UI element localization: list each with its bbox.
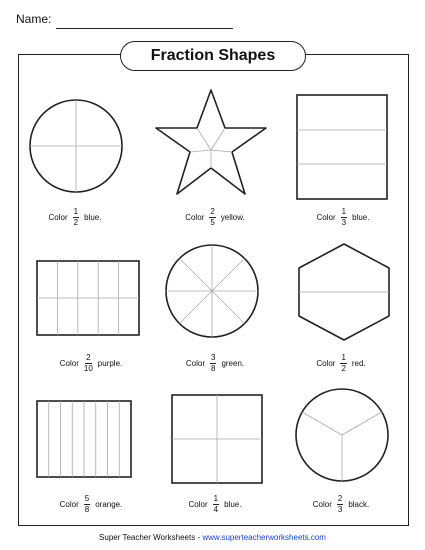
numerator: 2 bbox=[86, 352, 91, 362]
shape-rect-eighths bbox=[36, 400, 132, 478]
caption-4 bbox=[26, 350, 156, 376]
fraction bbox=[341, 208, 347, 227]
shape-hexagon-halves bbox=[296, 242, 392, 342]
denominator: 8 bbox=[210, 363, 216, 373]
numerator: 3 bbox=[210, 352, 216, 362]
caption-3 bbox=[278, 204, 408, 230]
caption-color: red. bbox=[351, 358, 366, 368]
numerator: 2 bbox=[210, 206, 215, 216]
numerator: 1 bbox=[341, 206, 347, 216]
caption-6 bbox=[276, 350, 406, 376]
numerator: 1 bbox=[213, 493, 219, 503]
fraction bbox=[209, 208, 215, 227]
shape-rect-tenths bbox=[36, 260, 140, 336]
caption-word: Color bbox=[316, 358, 336, 368]
caption-color: blue. bbox=[84, 212, 102, 222]
shape-rect-thirds bbox=[296, 94, 388, 200]
denominator: 3 bbox=[341, 217, 347, 227]
numerator: 2 bbox=[337, 493, 343, 503]
caption-word: Color bbox=[312, 499, 332, 509]
shape-square-quarters bbox=[171, 394, 263, 484]
numerator: 1 bbox=[341, 352, 346, 362]
caption-word: Color bbox=[48, 212, 68, 222]
fraction bbox=[73, 208, 79, 227]
caption-color: green. bbox=[221, 358, 245, 368]
caption-color: orange. bbox=[95, 499, 123, 509]
caption-color: yellow. bbox=[220, 212, 245, 222]
fraction bbox=[210, 354, 216, 373]
caption-1 bbox=[10, 204, 140, 230]
shape-circle-eighths bbox=[164, 243, 260, 339]
name-row bbox=[16, 12, 51, 26]
denominator: 10 bbox=[83, 363, 93, 373]
caption-word: Color bbox=[185, 212, 205, 222]
caption-5 bbox=[150, 350, 280, 376]
denominator: 8 bbox=[84, 504, 90, 514]
caption-7 bbox=[26, 491, 156, 517]
denominator: 3 bbox=[337, 504, 343, 514]
caption-word: Color bbox=[59, 499, 79, 509]
footer-link[interactable]: www.superteacherworksheets.com bbox=[202, 533, 326, 542]
caption-word: Color bbox=[185, 358, 205, 368]
page-title: Fraction Shapes bbox=[150, 47, 276, 64]
caption-9 bbox=[276, 491, 406, 517]
denominator: 4 bbox=[213, 504, 219, 514]
denominator: 2 bbox=[341, 363, 346, 373]
title-banner bbox=[120, 41, 306, 71]
caption-color: blue. bbox=[224, 499, 242, 509]
denominator: 2 bbox=[73, 217, 79, 227]
footer-text: Super Teacher Worksheets - bbox=[99, 533, 203, 542]
shape-circle-thirds bbox=[294, 387, 390, 483]
footer bbox=[0, 533, 425, 542]
caption-word: Color bbox=[316, 212, 336, 222]
caption-2 bbox=[150, 204, 280, 230]
numerator: 5 bbox=[84, 493, 90, 503]
fraction bbox=[337, 495, 343, 514]
fraction bbox=[84, 354, 93, 373]
shape-circle-halves bbox=[28, 98, 124, 194]
caption-8 bbox=[150, 491, 280, 517]
caption-word: Color bbox=[188, 499, 208, 509]
fraction bbox=[213, 495, 219, 514]
numerator: 1 bbox=[73, 206, 79, 216]
name-label: Name: bbox=[16, 12, 52, 26]
denominator: 5 bbox=[210, 217, 215, 227]
fraction bbox=[340, 354, 346, 373]
shape-star-fifths bbox=[152, 88, 270, 206]
caption-color: purple. bbox=[97, 358, 123, 368]
caption-color: black. bbox=[348, 499, 370, 509]
name-line[interactable] bbox=[56, 28, 233, 29]
caption-color: blue. bbox=[352, 212, 370, 222]
fraction bbox=[84, 495, 90, 514]
caption-word: Color bbox=[59, 358, 79, 368]
